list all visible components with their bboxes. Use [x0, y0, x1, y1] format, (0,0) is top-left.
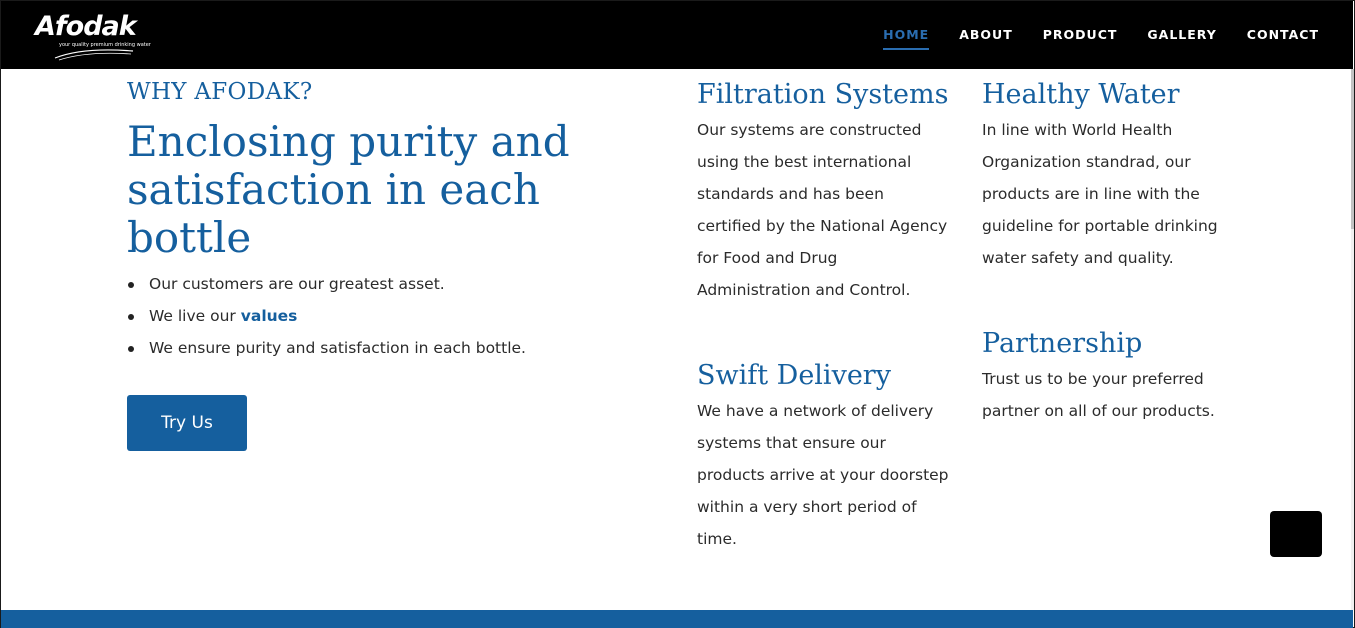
- feature-text: In line with World Health Organization standrad, our products are in line with the guideline for portable drinking water safety and quality.: [982, 121, 1218, 267]
- bullet-item: [127, 300, 526, 332]
- feature-swift-delivery: [697, 360, 952, 555]
- bullet-text: We ensure purity and satisfaction in each bottle.: [149, 339, 526, 357]
- feature-partnership: [982, 328, 1237, 427]
- feature-text: Trust us to be your preferred partner on all of our products.: [982, 370, 1215, 420]
- feature-healthy-water: [982, 79, 1237, 274]
- logo-swoosh-icon: [53, 45, 135, 61]
- section-eyebrow: WHY AFODAK?: [127, 79, 313, 105]
- feature-filtration-systems: [697, 79, 952, 306]
- afodak-logo[interactable]: [31, 11, 151, 61]
- feature-title: Filtration Systems: [697, 79, 949, 110]
- nav-item-home[interactable]: HOME: [883, 27, 929, 50]
- feature-text: Our systems are constructed using the best international standards and has been certified by the National Agency for Food and Drug Administration and Control.: [697, 121, 948, 299]
- section-headline: Enclosing purity and satisfaction in each bottle: [127, 117, 570, 262]
- try-us-button[interactable]: Try Us: [127, 395, 247, 451]
- bullet-item: [127, 332, 526, 364]
- bullet-item: [127, 268, 526, 300]
- feature-title: Healthy Water: [982, 79, 1180, 110]
- nav-item-about[interactable]: ABOUT: [959, 27, 1013, 42]
- nav-item-contact[interactable]: CONTACT: [1246, 27, 1319, 42]
- values-link[interactable]: values: [240, 307, 298, 325]
- site-header: [1, 1, 1353, 69]
- feature-title: Partnership: [982, 328, 1143, 359]
- scroll-to-top-icon[interactable]: [1270, 511, 1322, 557]
- value-bullets: [127, 268, 526, 364]
- logo-tagline: your quality premium drinking water: [59, 42, 151, 48]
- nav-item-gallery[interactable]: GALLERY: [1147, 27, 1217, 42]
- scrollbar-thumb[interactable]: [1351, 69, 1354, 229]
- footer-strip: [1, 610, 1353, 628]
- nav-item-product[interactable]: PRODUCT: [1042, 27, 1118, 42]
- logo-wordmark: Afodak: [35, 11, 136, 42]
- bullet-text: We live our: [149, 307, 241, 325]
- main-nav: [883, 27, 1319, 50]
- feature-text: We have a network of delivery systems that ensure our products arrive at your doorstep within a very short period of time.: [697, 402, 949, 548]
- feature-title: Swift Delivery: [697, 360, 891, 391]
- bullet-text: Our customers are our greatest asset.: [149, 275, 445, 293]
